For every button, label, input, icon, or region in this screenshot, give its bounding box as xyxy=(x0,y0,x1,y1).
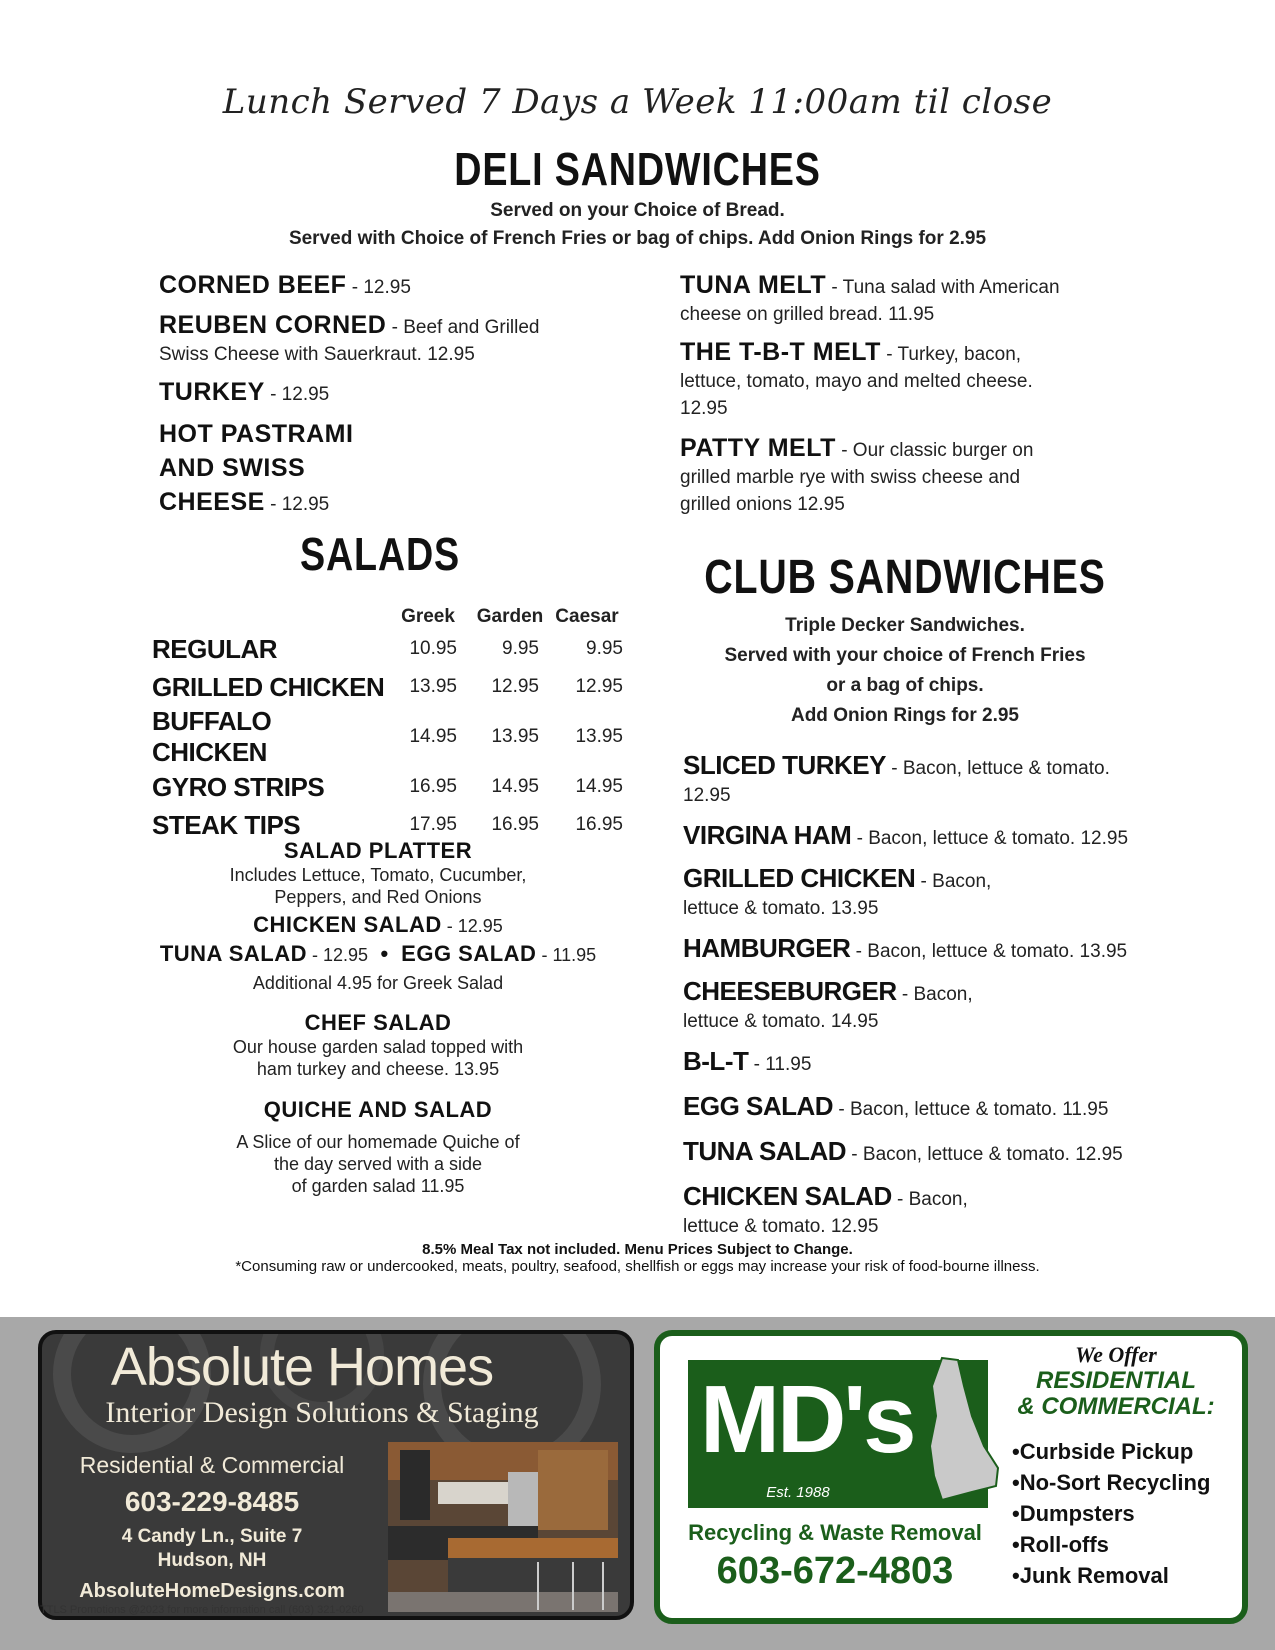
club-subtitle-4: Add Onion Rings for 2.95 xyxy=(790,705,1019,726)
item-name: CHICKEN SALAD xyxy=(683,1181,892,1211)
quiche-line-1: A Slice of our homemade Quiche of xyxy=(236,1132,520,1152)
item-name: CORNED BEEF xyxy=(159,271,347,299)
menu-item xyxy=(159,379,589,409)
table-row xyxy=(152,768,623,806)
offer-heading: We Offer xyxy=(1075,1342,1157,1367)
item-name: TUNA MELT xyxy=(680,271,827,299)
deli-section-header xyxy=(0,142,1275,250)
item-desc: - Tuna salad with American cheese on grilled bread. 11.95 xyxy=(680,277,1060,325)
price-caesar: 16.95 xyxy=(575,814,623,835)
club-subtitle-2: Served with your choice of French Fries xyxy=(724,645,1086,666)
price-garden: 12.95 xyxy=(491,676,539,697)
mds-tagline: Recycling & Waste Removal xyxy=(688,1520,982,1545)
absolute-homes-ad[interactable] xyxy=(38,1330,634,1620)
footer-notes xyxy=(0,1241,1275,1275)
club-subtitle-1: Triple Decker Sandwiches. xyxy=(785,615,1025,636)
menu-item xyxy=(683,1183,1013,1241)
deli-subtitle-1: Served on your Choice of Bread. xyxy=(490,200,785,221)
salad-platter-block xyxy=(120,838,636,994)
menu-item xyxy=(683,978,1013,1036)
price-greek: 10.95 xyxy=(409,638,457,659)
egg-salad-name: EGG SALAD xyxy=(401,941,537,966)
ad-website[interactable]: AbsoluteHomeDesigns.com xyxy=(79,1580,345,1602)
service-item: •Dumpsters xyxy=(1012,1501,1135,1526)
col-garden: Garden xyxy=(476,606,544,627)
table-row xyxy=(152,706,623,768)
menu-item xyxy=(683,822,1143,853)
salads-title: SALADS xyxy=(299,528,461,580)
deli-right-column xyxy=(680,272,1060,519)
ad-subtitle: Interior Design Solutions & Staging xyxy=(105,1396,539,1429)
item-name: REUBEN CORNED xyxy=(159,311,387,339)
ad-address-2: Hudson, NH xyxy=(157,1550,267,1571)
platter-line-2: Peppers, and Red Onions xyxy=(274,887,482,907)
item-name: CHEESEBURGER xyxy=(683,976,897,1006)
chef-title: CHEF SALAD xyxy=(304,1010,452,1035)
deli-left-column xyxy=(159,272,589,521)
deli-title: DELI SANDWICHES xyxy=(454,143,821,195)
mds-recycling-ad[interactable] xyxy=(654,1330,1248,1624)
service-item: •Roll-offs xyxy=(1012,1532,1109,1557)
ad-line-1: Residential & Commercial xyxy=(79,1452,345,1478)
item-desc: - Bacon, lettuce & tomato. 13.95 xyxy=(850,941,1128,962)
salads-header xyxy=(180,527,580,581)
item-desc: - 11.95 xyxy=(748,1054,812,1075)
club-item-list xyxy=(683,752,1143,1241)
platter-note: Additional 4.95 for Greek Salad xyxy=(252,973,504,993)
egg-salad-price: - 11.95 xyxy=(536,945,597,965)
salad-price-table xyxy=(152,604,623,844)
mds-logo-text: MD's xyxy=(700,1366,914,1473)
item-name: TUNA SALAD xyxy=(683,1136,847,1166)
menu-item xyxy=(159,272,589,302)
row-label: GYRO STRIPS xyxy=(152,771,325,802)
service-item: •Junk Removal xyxy=(1012,1563,1169,1588)
price-caesar: 13.95 xyxy=(575,726,623,747)
menu-item xyxy=(159,312,549,369)
mds-phone[interactable]: 603-672-4803 xyxy=(716,1550,954,1592)
mds-est: Est. 1988 xyxy=(766,1484,830,1501)
chef-line-1: Our house garden salad topped with xyxy=(232,1037,524,1057)
item-desc: - Bacon, lettuce & tomato. 13.95 xyxy=(683,871,992,919)
menu-item xyxy=(683,1138,1143,1169)
item-desc: - Bacon, lettuce & tomato. 12.95 xyxy=(683,758,1110,806)
advertisement-band xyxy=(0,1317,1275,1650)
menu-item xyxy=(683,1093,1143,1124)
quiche-line-2: the day served with a side xyxy=(273,1154,483,1174)
tuna-salad-name: TUNA SALAD xyxy=(159,941,307,966)
deli-subtitle-2: Served with Choice of French Fries or bag of chips. Add Onion Rings for 2.95 xyxy=(288,228,987,249)
kitchen-photo xyxy=(388,1442,618,1612)
tax-note: 8.5% Meal Tax not included. Menu Prices Subject to Change. xyxy=(422,1241,853,1258)
offer-line-3: & COMMERCIAL: xyxy=(1017,1393,1215,1420)
item-name: EGG SALAD xyxy=(683,1091,834,1121)
col-caesar: Caesar xyxy=(555,606,619,627)
service-item: •No-Sort Recycling xyxy=(1012,1470,1211,1495)
chef-line-2: ham turkey and cheese. 13.95 xyxy=(256,1059,500,1079)
tuna-salad-price: - 12.95 xyxy=(307,945,369,965)
item-desc: - Our classic burger on grilled marble rye with swiss cheese and grilled onions 12.95 xyxy=(680,440,1034,515)
offer-line-2: RESIDENTIAL xyxy=(1035,1367,1196,1394)
item-name: B-L-T xyxy=(683,1046,749,1076)
menu-item xyxy=(683,865,1023,923)
item-desc: - Bacon, lettuce & tomato. 14.95 xyxy=(683,984,973,1032)
price-greek: 16.95 xyxy=(409,776,457,797)
promotions-credit: TTLS Promotions @2023 for more information call (603) 321-0260 xyxy=(40,1604,364,1616)
ad-title: Absolute Homes xyxy=(110,1337,494,1397)
menu-item xyxy=(159,419,389,521)
menu-item xyxy=(680,435,1035,519)
ad-phone[interactable]: 603-229-8485 xyxy=(124,1486,300,1517)
menu-item xyxy=(680,272,1060,329)
item-name: GRILLED CHICKEN xyxy=(683,863,916,893)
row-label: STEAK TIPS xyxy=(152,809,301,840)
row-label: GRILLED CHICKEN xyxy=(152,671,385,702)
item-desc: - 12.95 xyxy=(264,384,330,405)
platter-title: SALAD PLATTER xyxy=(283,838,473,863)
price-caesar: 12.95 xyxy=(575,676,623,697)
quiche-line-3: of garden salad 11.95 xyxy=(291,1176,465,1196)
item-name: HAMBURGER xyxy=(683,933,851,963)
service-item: •Curbside Pickup xyxy=(1012,1439,1194,1464)
item-desc: - Bacon, lettuce & tomato. 12.95 xyxy=(851,828,1129,849)
menu-item xyxy=(683,752,1143,810)
item-desc: - 12.95 xyxy=(346,277,411,298)
quiche-title: QUICHE AND SALAD xyxy=(263,1097,493,1122)
menu-item xyxy=(683,935,1143,966)
price-garden: 14.95 xyxy=(491,776,539,797)
item-desc: - Bacon, lettuce & tomato. 11.95 xyxy=(833,1099,1109,1120)
row-label: BUFFALO CHICKEN xyxy=(152,706,272,767)
price-greek: 13.95 xyxy=(409,676,457,697)
price-garden: 9.95 xyxy=(502,638,539,659)
item-name: SLICED TURKEY xyxy=(683,750,886,780)
price-caesar: 9.95 xyxy=(586,638,623,659)
row-label: REGULAR xyxy=(152,633,278,664)
item-name: PATTY MELT xyxy=(680,434,836,462)
menu-item xyxy=(683,1048,1143,1079)
price-garden: 16.95 xyxy=(491,814,539,835)
mds-services-list xyxy=(1012,1436,1210,1591)
raw-food-warning: *Consuming raw or undercooked, meats, poultry, seafood, shellfish or eggs may increase your risk of food-bourne illness. xyxy=(235,1258,1040,1275)
item-desc: - 12.95 xyxy=(264,494,330,515)
item-desc: - Beef and Grilled Swiss Cheese with Sauerkraut. 12.95 xyxy=(159,317,540,365)
quiche-block xyxy=(120,1097,636,1197)
item-desc: - Turkey, bacon, lettuce, tomato, mayo and melted cheese. 12.95 xyxy=(680,344,1033,419)
table-row xyxy=(152,630,623,668)
club-title: CLUB SANDWICHES xyxy=(704,551,1106,604)
item-name: VIRGINA HAM xyxy=(683,820,852,850)
item-desc: - Bacon, lettuce & tomato. 12.95 xyxy=(683,1189,968,1237)
table-row xyxy=(152,668,623,706)
price-garden: 13.95 xyxy=(491,726,539,747)
lunch-hours-banner: Lunch Served 7 Days a Week 11:00am til close xyxy=(222,82,1053,122)
item-name: TURKEY xyxy=(159,378,265,406)
mds-offer-block xyxy=(1006,1342,1226,1420)
item-name: HOT PASTRAMI AND SWISS CHEESE xyxy=(159,420,354,516)
price-greek: 17.95 xyxy=(409,814,457,835)
chicken-salad-name: CHICKEN SALAD xyxy=(253,912,442,937)
chef-salad-block xyxy=(120,1010,636,1080)
club-subtitle-3: or a bag of chips. xyxy=(826,675,984,696)
chicken-salad-price: - 12.95 xyxy=(441,916,503,936)
new-hampshire-map-icon xyxy=(912,1356,1002,1506)
col-greek: Greek xyxy=(401,606,455,627)
item-desc: - Bacon, lettuce & tomato. 12.95 xyxy=(846,1144,1123,1165)
platter-line-1: Includes Lettuce, Tomato, Cucumber, xyxy=(229,865,527,885)
ad-address-1: 4 Candy Ln., Suite 7 xyxy=(121,1526,303,1547)
price-caesar: 14.95 xyxy=(575,776,623,797)
club-section-header xyxy=(660,550,1150,731)
menu-item xyxy=(680,339,1055,423)
bullet-separator: • xyxy=(380,941,389,966)
price-greek: 14.95 xyxy=(409,726,457,747)
item-name: THE T-B-T MELT xyxy=(680,338,881,366)
